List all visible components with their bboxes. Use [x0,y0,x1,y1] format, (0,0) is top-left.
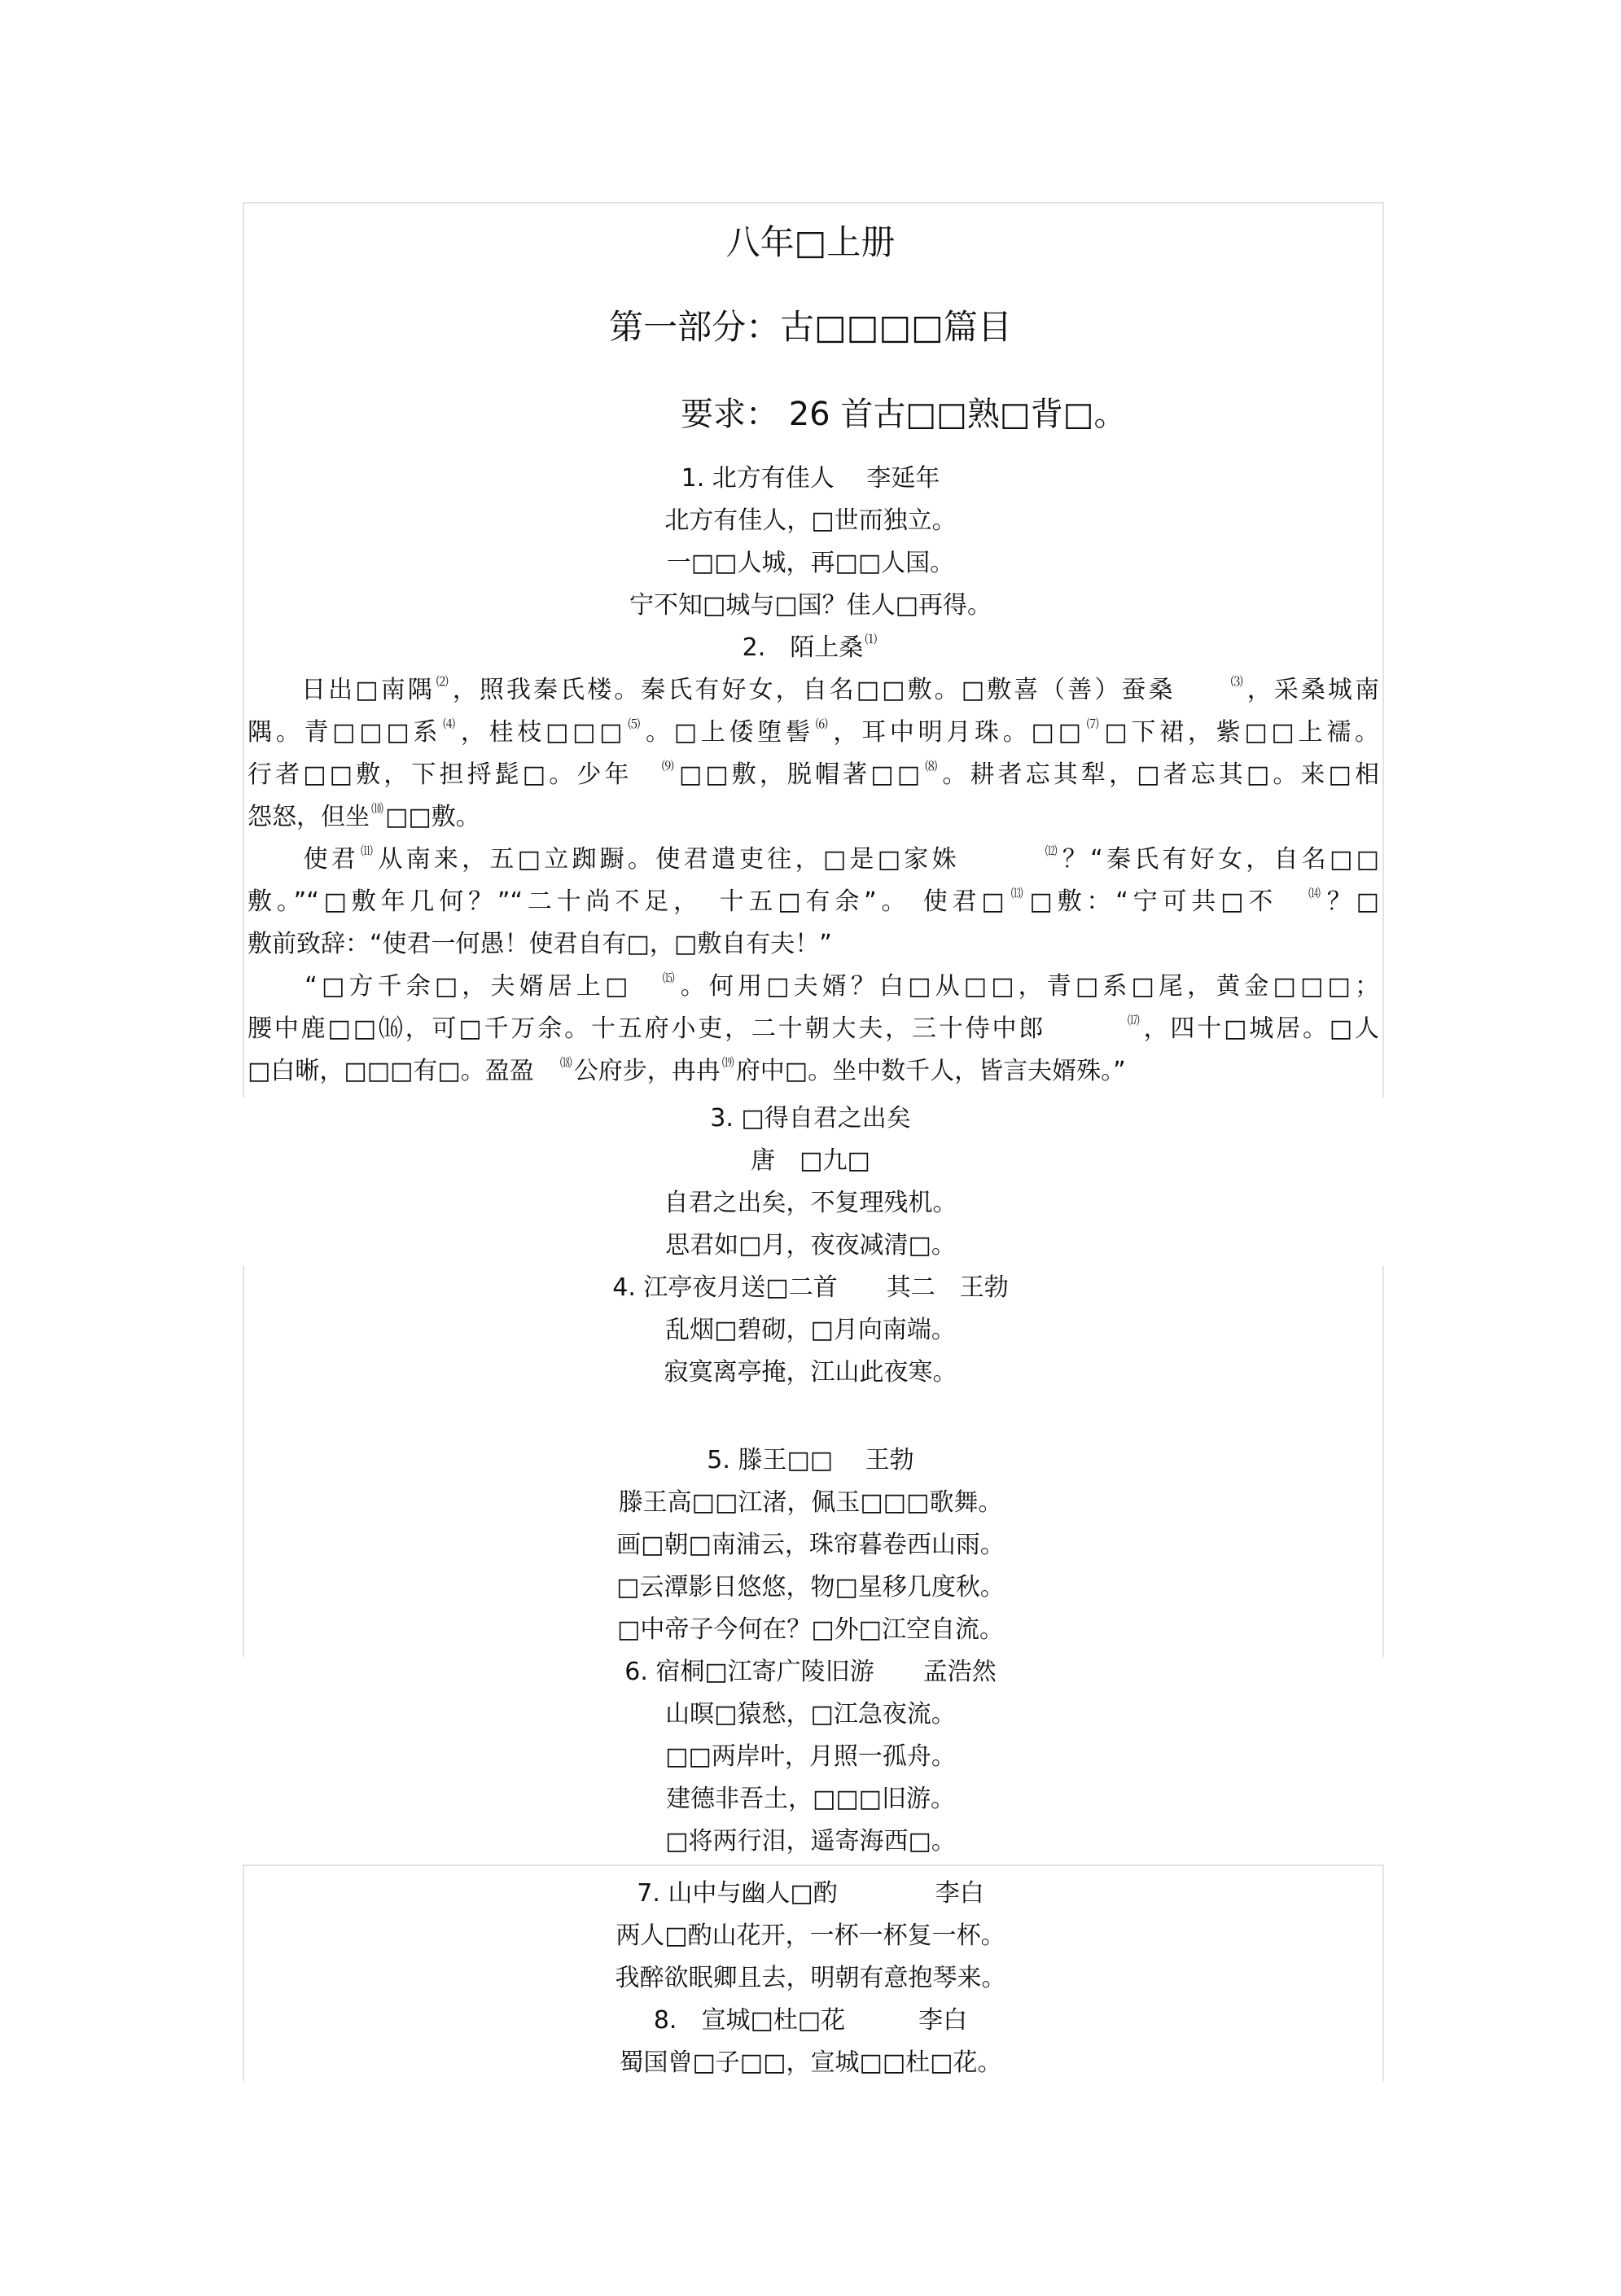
prose-text: ，采桑城南 [1246,676,1379,704]
poem-2-prose-line [248,760,1379,790]
poem-6-line: □将两行泪，遥寄海西□。 [665,1827,956,1856]
prose-text: □白晰，□□□有□。盈盈 [248,1057,559,1085]
poem-1-line: 宁不知□城与□国？佳人□再得。 [629,591,992,620]
poem-5-line: □云潭影日悠悠，物□星移几度秋。 [616,1573,1005,1602]
prose-text: 府中□。坐中数千人，皆言夫婿殊。” [735,1057,1126,1085]
prose-text: 隅。青□□□系 [248,718,442,747]
footnote-marker: ⑼ [661,759,677,773]
poem-2-heading [0,633,1621,663]
poem-6-heading: 6. 宿桐□江寄广陵旧游 孟浩然 [624,1658,997,1686]
poem-2-title: 2. 陌上桑 [742,633,864,662]
footnote-marker: ⑵ [436,674,451,689]
footnote-marker: ⒀ [1010,886,1028,900]
poem-2-title-note: ⑴ [865,632,878,646]
poem-2-prose-line [248,845,1379,874]
poem-5-line: □中帝子今何在？□外□江空自流。 [616,1615,1005,1644]
poem-2-prose-line [248,930,1379,959]
section-title: 第一部分：古□□□□篇目 [609,307,1012,347]
poem-7-heading: 7. 山中与幽人□酌 李白 [637,1879,984,1908]
poem-2-prose-line [248,1014,1379,1044]
prose-text: 怨怒，但坐 [248,803,370,831]
poem-2-prose-line [248,676,1379,705]
prose-text: 敷前致辞：“使君一何愚！使君自有□，□敷自有夫！” [248,930,832,958]
poem-1-line: 北方有佳人，□世而独立。 [664,506,957,535]
poem-3-line: 思君如□月，夜夜减清□。 [665,1231,956,1260]
poem-8-heading: 8. 宣城□杜□花 李白 [653,2006,968,2035]
footnote-marker: ⑿ [1045,843,1061,858]
poem-5-line: 画□朝□南浦云，珠帘暮卷西山雨。 [616,1531,1005,1559]
prose-text: □敷：“宁可共□不 [1029,887,1307,916]
prose-text: ？□ [1326,887,1379,916]
footnote-marker: ⒅ [559,1055,572,1070]
requirement-text: 要求： 26 首古□□熟□背□。 [681,396,1127,433]
poem-4-line: 寂寞离亭掩，江山此夜寒。 [664,1358,957,1387]
footnote-marker: ⑸ [628,716,644,731]
poem-6-line: □□两岸叶，月照一孤舟。 [665,1742,956,1771]
prose-text: 敷。”“□敷年几何？”“二十尚不足， 十五□有余”。 使君□ [248,887,1010,916]
prose-text: ？“秦氏有好女，自名□□ [1062,845,1379,874]
prose-text: “□方千余□，夫婿居上□ [248,972,661,1001]
footnote-marker: ⑽ [371,801,384,816]
prose-text: □下裙，紫□□上襦。 [1104,718,1379,747]
prose-text: 日出□南隅 [248,676,435,704]
poem-4-line: 乱烟□碧砌，□月向南端。 [665,1316,956,1344]
poem-6-line: 山暝□猿愁，□江急夜流。 [665,1700,956,1729]
prose-text: ，照我秦氏楼。秦氏有好女，自名□□敷。□敷喜（善）蚕桑 [452,676,1229,704]
poem-3-author: 唐 □九□ [751,1146,870,1175]
prose-text: 。耕者忘其犁，□者忘其□。来□相 [942,760,1379,789]
footnote-marker: ⑺ [1086,716,1103,731]
poem-7-line: 我醉欲眠卿且去，明朝有意抱琴来。 [615,1964,1006,1992]
poem-6-line: 建德非吾土，□□□旧游。 [665,1785,956,1813]
poem-7-line: 两人□酌山花开，一杯一杯复一杯。 [616,1921,1005,1950]
footnote-marker: ⑹ [815,716,832,731]
footnote-marker: ⒄ [1127,1013,1142,1028]
poem-4-heading: 4. 江亭夜月送□二首 其二 王勃 [612,1273,1009,1302]
prose-text: 。□上倭堕髻 [645,718,814,747]
footnote-marker: ⑷ [443,716,459,731]
prose-text: 公府步，冉冉 [573,1057,721,1085]
poem-5-heading: 5. 滕王□□ 王勃 [707,1446,914,1474]
footnote-marker: ⒂ [662,971,679,985]
prose-text: ，耳中明月珠。□□ [833,718,1085,747]
prose-text: ，四十□城居。□人 [1143,1014,1379,1043]
prose-text: 使君 [248,845,360,874]
prose-text: 腰中鹿□□⒃，可□千万余。十五府小吏，二十朝大夫，三十侍中郎 [248,1014,1126,1043]
footnote-marker: ⒁ [1308,886,1325,900]
poem-8-line: 蜀国曾□子□□，宣城□□杜□花。 [619,2048,1002,2077]
prose-text: 行者□□敷，下担捋髭□。少年 [248,760,660,789]
prose-text: □□敷，脱帽著□□ [678,760,924,789]
footnote-marker: ⒆ [721,1055,734,1070]
poem-3-heading: 3. □得自君之出矣 [710,1104,911,1133]
poem-2-prose-line [248,1057,1379,1086]
footnote-marker: ⑻ [925,759,941,773]
poem-2-prose-line [248,887,1379,917]
poem-2-prose-line [248,803,1379,832]
footnote-marker: ⑾ [361,843,377,858]
prose-text: 从南来，五□立踟蹰。使君遣吏往，□是□家姝 [378,845,1044,874]
page-title: 八年□上册 [725,222,896,262]
footnote-marker: ⑶ [1230,674,1246,689]
poem-1-heading: 1. 北方有佳人 李延年 [681,464,940,493]
prose-text: □□敷。 [385,803,480,831]
poem-2-prose-line [248,718,1379,747]
poem-5-line: 滕王高□□江渚，佩玉□□□歌舞。 [618,1488,1003,1517]
poem-3-line: 自君之出矣，不复理残机。 [664,1189,957,1217]
poem-2-prose-line [248,972,1379,1001]
prose-text: ，桂枝□□□ [460,718,627,747]
poem-1-line: 一□□人城，再□□人国。 [666,549,955,577]
prose-text: 。何用□夫婿？白□从□□，青□系□尾，黄金□□□； [680,972,1379,1001]
